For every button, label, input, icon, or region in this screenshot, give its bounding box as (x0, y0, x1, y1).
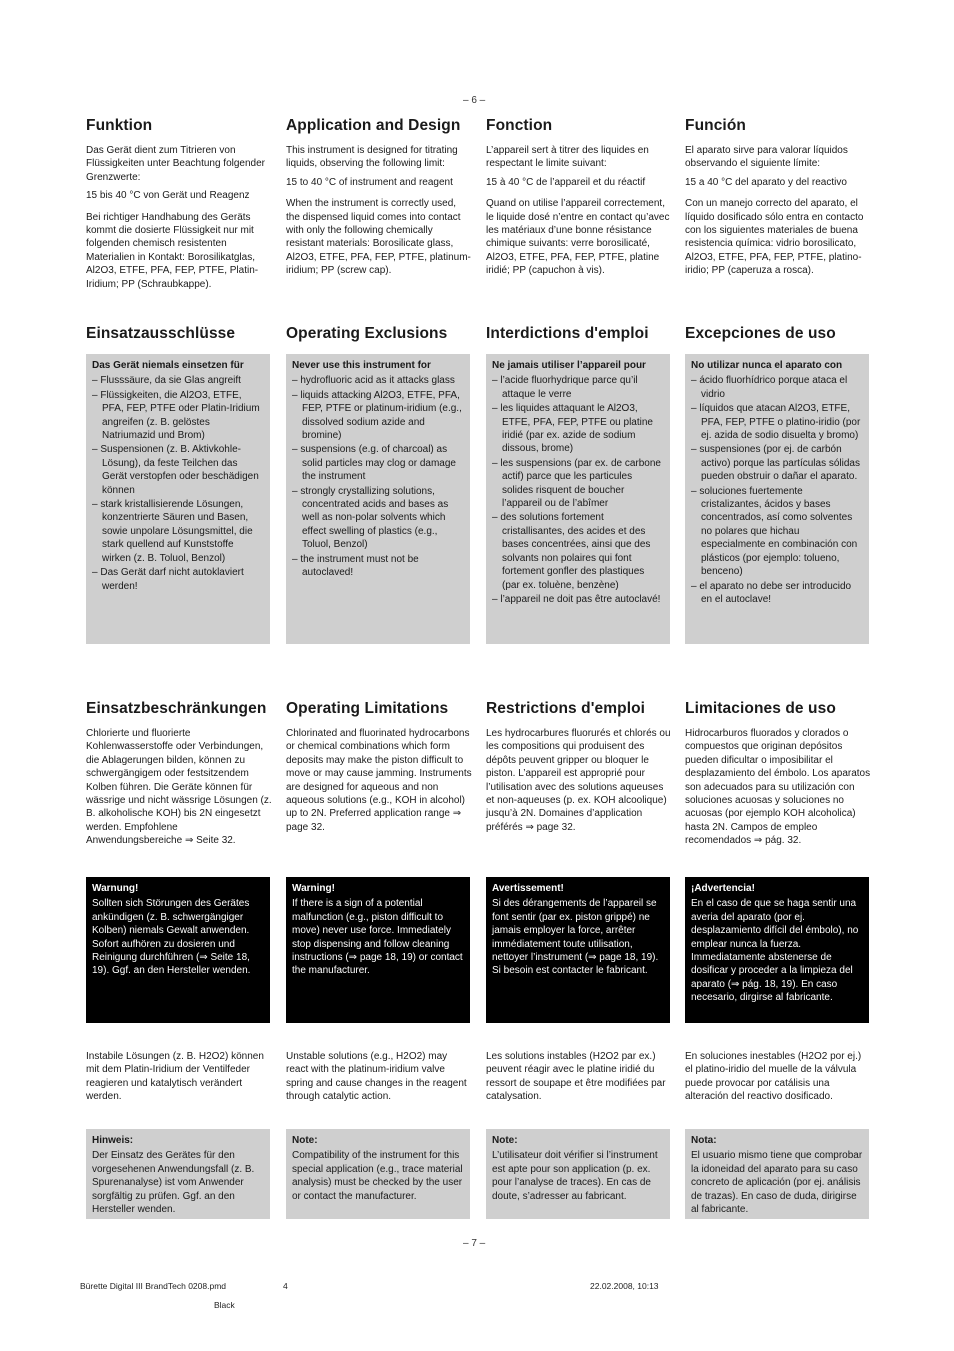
limitations-text: Chlorierte und fluorierte Kohlenwasserstoffe oder Verbindungen, die Ablagerungen bilden, können zu schwergängigem oder festsitzendem Kolben führen. Die Geräte können für wässrige und nicht wässrige Lösungen (z. B. alkoholische KOH) bis 2N eingesetzt werden. Empfohlene Anwendungsbereiche ⇒ Seite 32. (86, 728, 272, 847)
warning-text: En el caso de que se haga sentir una averia del aparato (por ej. desplazamiento difícil del émbolo), no emplear nunca la fuerza. Immediatamente abstenerse de dosificar y proceder a la limpieza del aparato (⇒ pág. 18, 19). En caso necesario, dirgirse al fabricante. (691, 898, 859, 1004)
section-exclusions-heading (86, 325, 272, 343)
note-heading: Nota: (691, 1135, 717, 1146)
section-function (286, 117, 472, 278)
note-text: Compatibility of the instrument for this special application (e.g., trace material analysis) must be checked by the user or contact the manufacturer. (292, 1150, 463, 1202)
section-exclusions-heading (685, 325, 871, 343)
exclusion-item: – les liquides attaquant le Al2O3, ETFE, PFA, FEP, PTFE ou platine iridié (par ex. azide de sodium dissous, brome) (492, 402, 664, 456)
exclusions-box (286, 354, 470, 644)
note-text: L’utilisateur doit vérifier si l’instrument est apte pour son application (p. ex. pour l’analyse de traces). En cas de doute, s’adresser au fabricant. (492, 1150, 658, 1202)
page-number-bottom: – 7 – (463, 1238, 486, 1249)
note-box (86, 1129, 270, 1219)
section-limitations (286, 700, 472, 834)
exclusions-box (486, 354, 670, 644)
unstable-text: Unstable solutions (e.g., H2O2) may react with the platinum-iridium valve spring and cause changes in the reagent through catalytic action. (286, 1051, 467, 1103)
warning-box (486, 877, 670, 1023)
exclusions-heading: Never use this instrument for (292, 360, 431, 371)
section-exclusions-heading (486, 325, 672, 343)
section-function (86, 117, 272, 291)
section-title: Interdictions d'emploi (486, 325, 649, 342)
function-materials: When the instrument is correctly used, the dispensed liquid comes into contact with only the following chemically resistant materials: Borosilicate glass, Al2O3, ETFE, PFA, FEP, PTFE, platinum-iridium; PP (screw cap). (286, 198, 471, 277)
limitations-text: Hidrocarburos fluorados y clorados o compuestos que originan depósitos pueden dificultar o imposibilitar el desplazamiento del émbolo. Los aparatos son adecuados para su utilización con soluciones acuosas y soluciones no acuosas (por ejemplo KOH alcoholica) hasta 2N. Campos de empleo recomendados ⇒ pág. 32. (685, 728, 871, 847)
section-title: Excepciones de uso (685, 325, 836, 342)
function-materials: Bei richtiger Handhabung des Geräts kommt die dosierte Flüssigkeit nur mit folgenden chemisch resistenten Materialien in Kontakt: Borosilikatglas, Al2O3, ETFE, PFA, FEP, PTFE, Platin-Iridium; PP (Schraubkappe). (86, 211, 259, 290)
footer-datetime: 22.02.2008, 10:13 (590, 1281, 659, 1291)
warning-heading: Warning! (292, 883, 335, 894)
page-number-top: – 6 – (463, 95, 486, 106)
section-title: Restrictions d'emploi (486, 700, 646, 717)
exclusion-item: – des solutions fortement cristallisantes, des acides et des bases concentrées, ainsi que des solvants non polaires qui font fortement gonfler des plastiques (par ex. toluène, benzène) (492, 511, 664, 591)
note-text: Der Einsatz des Gerätes für den vorgesehenen Anwendungsfall (z. B. Spurenanalyse) ist vom Anwender sorgfältig zu prüfen. Ggf. an den Hersteller wenden. (92, 1150, 255, 1216)
warning-heading: Avertissement! (492, 883, 564, 894)
exclusion-item: – el aparato no debe ser introducido en el autoclave! (691, 580, 863, 607)
unstable-text: En soluciones inestables (H2O2 por ej.) el platino-iridio del muelle de la válvula puede provocar por catálisis una alteración del reactivo dosificado. (685, 1051, 862, 1103)
warning-box (286, 877, 470, 1023)
exclusion-item: – l’acide fluorhydrique parce qu’il attaque le verre (492, 374, 664, 401)
section-limitations (685, 700, 871, 848)
unstable-solutions (685, 1050, 871, 1104)
section-title: Funktion (86, 117, 153, 134)
section-title: Einsatzbeschränkungen (86, 700, 267, 717)
footer-file: Bürette Digital III BrandTech 0208.pmd (80, 1281, 226, 1291)
exclusion-item: – Flüssigkeiten, die Al2O3, ETFE, PFA, FEP, PTFE oder Platin-Iridium angreifen (z. B. gelöstes Natriumazid und Brom) (92, 389, 264, 443)
note-heading: Note: (292, 1135, 318, 1146)
function-limit: 15 bis 40 °C von Gerät und Reagenz (86, 190, 250, 202)
limitations-text: Les hydrocarbures fluorurés et chlorés ou les compositions qui produisent des dépôts peuvent gripper ou bloquer le piston. L’appareil est approprié pour l’utilisation avec des solutions aqueuses et non-aqueuses (p. ex. KOH alcoolique) jusqu’à 2N. Domaines d’application préférés ⇒ page 32. (486, 728, 671, 833)
exclusion-item: – hydrofluoric acid as it attacks glass (292, 374, 464, 387)
function-intro: El aparato sirve para valorar líquidos observando el siguiente límite: (685, 145, 848, 170)
exclusion-item: – Flusssäure, da sie Glas angreift (92, 374, 264, 387)
warning-text: If there is a sign of a potential malfunction (e.g., piston difficult to move) never use force. Immediately stop dispensing and follow cleaning instructions (⇒ page 18, 19) or contact the manufacturer. (292, 898, 463, 977)
function-intro: This instrument is designed for titrating liquids, observing the following limit: (286, 145, 458, 170)
exclusion-item: – ácido fluorhídrico porque ataca el vidrio (691, 374, 863, 401)
exclusions-box (685, 354, 869, 644)
exclusions-heading: Ne jamais utiliser l’appareil pour (492, 360, 646, 371)
section-title: Fonction (486, 117, 553, 134)
section-title: Función (685, 117, 746, 134)
function-materials: Con un manejo correcto del aparato, el líquido dosificado sólo entra en contacto con los siguientes materiales de buena resistencia química: vidrio borosilicato, Al2O3, ETFE, PFA, FEP, PTFE, platino-iridio; PP (caperuza a rosca). (685, 198, 864, 277)
exclusion-item: – the instrument must not be autoclaved! (292, 553, 464, 580)
section-title: Operating Exclusions (286, 325, 448, 342)
warning-heading: ¡Advertencia! (691, 883, 755, 894)
warning-text: Sollten sich Störungen des Gerätes ankündigen (z. B. schwergängiger Kolben) niemals Gewalt anwenden. Sofort aufhören zu dosieren und Reinigung durchführen (⇒ Seite 18, 19). Ggf. an den Hersteller wenden. (92, 898, 251, 977)
function-limit: 15 to 40 °C of instrument and reagent (286, 176, 453, 188)
warning-box (685, 877, 869, 1023)
exclusion-item: – Das Gerät darf nicht autoklaviert werden! (92, 566, 264, 593)
function-materials: Quand on utilise l’appareil correctement, le liquide dosé n’entre en contact qu’avec les matériaux d’une bonne résistance chimique suivants: verre borosilicaté, Al2O3, ETFE, PFA, FEP, PTFE, platine iridié; PP (capuchon à vis). (486, 198, 670, 277)
warning-box (86, 877, 270, 1023)
note-box (685, 1129, 869, 1219)
exclusion-item: – stark kristallisierende Lösungen, konzentrierte Säuren und Basen, sowie unpolare Lösungsmittel, die stark quellend auf Kunststoffe wirken (z. B. Toluol, Benzol) (92, 498, 264, 565)
section-title: Application and Design (286, 117, 461, 134)
unstable-solutions (486, 1050, 672, 1104)
function-intro: Das Gerät dient zum Titrieren von Flüssigkeiten unter Beachtung folgender Grenzwerte: (86, 145, 266, 183)
limitations-text: Chlorinated and fluorinated hydrocarbons or chemical combinations which form deposits may make the piston difficult to move or may cause jamming. Instruments are designed for aqueous and non aqueous solutions (e.g., KOH in alcohol) up to 2N. Preferred application range ⇒ page 32. (286, 728, 472, 833)
function-intro: L’appareil sert à titrer des liquides en respectant le limite suivant: (486, 145, 649, 170)
section-function (486, 117, 672, 278)
exclusion-item: – líquidos que atacan Al2O3, ETFE, PFA, FEP, PTFE o platino-iridio (por ej. azida de sodio disuelta y bromo) (691, 402, 863, 442)
unstable-text: Instabile Lösungen (z. B. H2O2) können mit dem Platin-Iridium der Ventilfeder reagieren und katalytisch verändert werden. (86, 1051, 264, 1103)
exclusion-item: – les suspensions (par ex. de carbone actif) parce que les particules solides risquent de boucher l’appareil ou de l’abîmer (492, 457, 664, 511)
exclusions-box (86, 354, 270, 644)
exclusion-item: – suspensions (e.g. of charcoal) as solid particles may clog or damage the instrument (292, 443, 464, 483)
warning-heading: Warnung! (92, 883, 139, 894)
exclusions-heading: Das Gerät niemals einsetzen für (92, 360, 244, 371)
exclusion-item: – l’appareil ne doit pas être autoclavé! (492, 593, 664, 606)
exclusion-item: – liquids attacking Al2O3, ETFE, PFA, FEP, PTFE or platinum-iridium (e.g., dissolved sodium azide and bromine) (292, 389, 464, 443)
note-heading: Hinweis: (92, 1135, 134, 1146)
note-box (286, 1129, 470, 1219)
function-limit: 15 à 40 °C de l’appareil et du réactif (486, 176, 646, 188)
section-limitations (486, 700, 672, 834)
exclusion-item: – suspensiones (por ej. de carbón activo) porque las partículas sólidas pueden obstruir o dañar el aparato. (691, 443, 863, 483)
unstable-text: Les solutions instables (H2O2 par ex.) peuvent réagir avec le platine iridié du ressort de soupape et être modifiées par catalysation. (486, 1051, 666, 1103)
exclusion-item: – strongly crystallizing solutions, concentrated acids and bases as well as non-polar solvents which effect swelling of plastics (e.g., Toluol, Benzol) (292, 485, 464, 552)
note-heading: Note: (492, 1135, 518, 1146)
note-box (486, 1129, 670, 1219)
warning-text: Si des dérangements de l’appareil se font sentir (par ex. piston grippé) ne jamais employer la force, arrêter immédiatement toute utilisation, nettoyer l’instrument (⇒ page 18, 19). Si besoin est contacter le fabricant. (492, 898, 659, 977)
section-title: Limitaciones de uso (685, 700, 836, 717)
section-title: Einsatzausschlüsse (86, 325, 236, 342)
exclusion-item: – Suspensionen (z. B. Aktivkohle-Lösung), da feste Teilchen das Gerät verstopfen oder beschädigen können (92, 443, 264, 497)
function-limit: 15 a 40 °C del aparato y del reactivo (685, 176, 847, 188)
section-title: Operating Limitations (286, 700, 449, 717)
footer-page: 4 (283, 1281, 288, 1291)
section-function (685, 117, 871, 278)
unstable-solutions (286, 1050, 472, 1104)
unstable-solutions (86, 1050, 272, 1104)
exclusions-heading: No utilizar nunca el aparato con (691, 360, 843, 371)
note-text: El usuario mismo tiene que comprobar la idoneidad del aparato para su caso concreto de aplicación (por ej. análisis de trazas). En caso de duda, dirigirse al fabricante. (691, 1150, 863, 1216)
section-exclusions-heading (286, 325, 472, 343)
exclusion-item: – soluciones fuertemente cristalizantes, ácidos y bases concentrados, así como solventes no polares que hichau especialmente en combinación con plásticos (por ejemplo: tolueno, benceno) (691, 485, 863, 579)
section-limitations (86, 700, 272, 848)
footer-plate: Black (214, 1300, 235, 1310)
